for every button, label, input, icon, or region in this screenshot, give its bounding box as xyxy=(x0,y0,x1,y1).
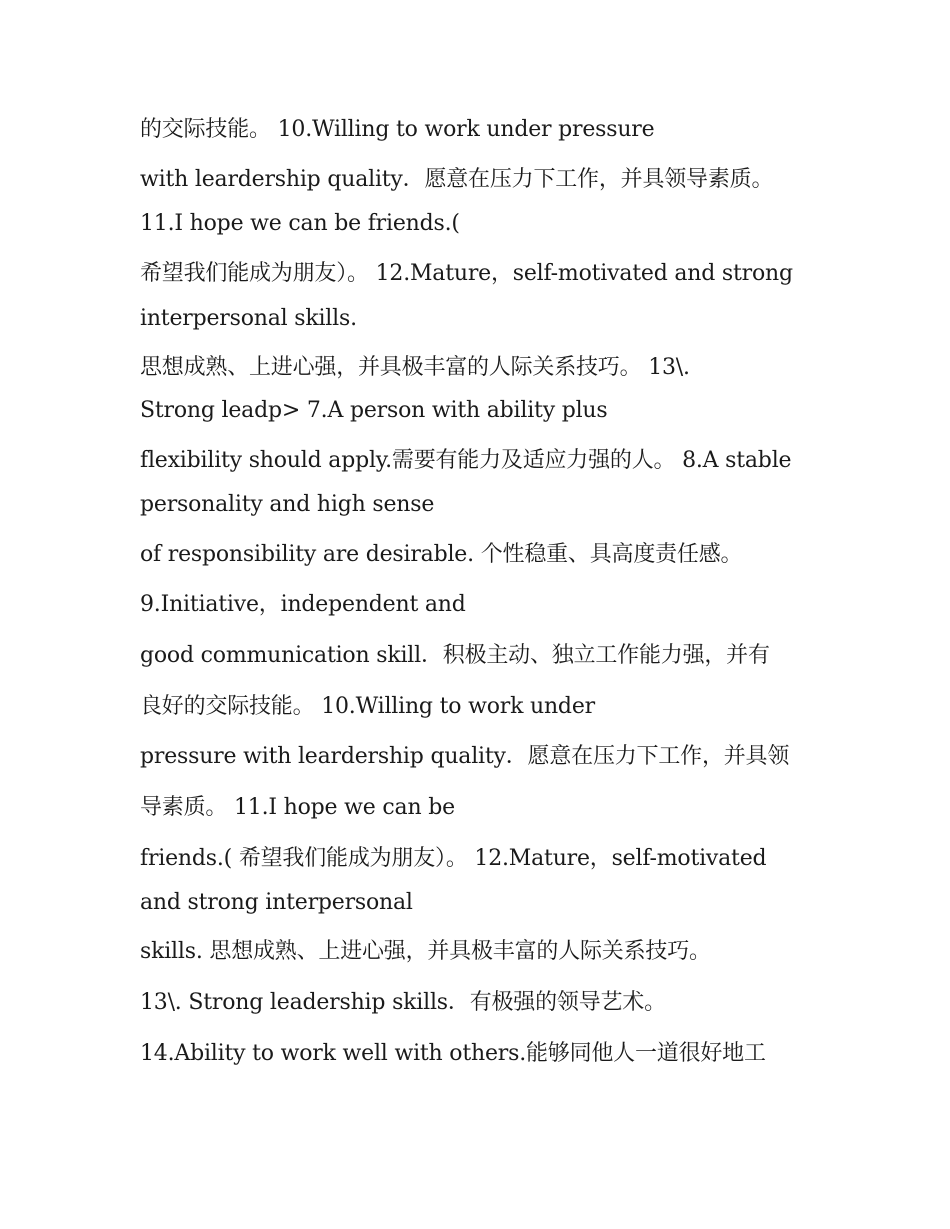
text-line: 思想成熟、上进心强，并具极丰富的人际关系技巧。 13\. xyxy=(140,355,690,380)
text-line: friends.( 希望我们能成为朋友）。 12.Mature，self-motivated xyxy=(140,846,767,871)
text-line: Strong leadp> 7.A person with ability plus xyxy=(140,398,608,423)
text-line: with leardership quality．愿意在压力下工作，并具领导素质。 xyxy=(140,167,774,192)
text-line: 良好的交际技能。 10.Willing to work under xyxy=(140,694,595,719)
text-line: interpersonal skills. xyxy=(140,306,357,331)
text-line: 9.Initiative，independent and xyxy=(140,592,466,617)
text-line: skills. 思想成熟、上进心强，并具极丰富的人际关系技巧。 xyxy=(140,939,711,964)
text-line: flexibility should apply.需要有能力及适应力强的人。 8.A stable xyxy=(140,448,792,473)
text-line: 的交际技能。 10.Willing to work under pressure xyxy=(140,117,655,142)
text-line: 14.Ability to work well with others.能够同他人一道很好地工 xyxy=(140,1041,766,1066)
text-line: good communication skill．积极主动、独立工作能力强，并有 xyxy=(140,643,770,668)
text-line: and strong interpersonal xyxy=(140,890,413,915)
text-line: 导素质。 11.I hope we can be xyxy=(140,795,455,820)
text-line: 13\. Strong leadership skills．有极强的领导艺术。 xyxy=(140,990,666,1015)
text-line: 11.I hope we can be friends.( xyxy=(140,211,460,236)
text-line: pressure with leardership quality．愿意在压力下工作，并具领 xyxy=(140,744,790,769)
text-line: 希望我们能成为朋友）。 12.Mature，self-motivated and strong xyxy=(140,261,793,286)
text-line: of responsibility are desirable. 个性稳重、具高度责任感。 xyxy=(140,542,743,567)
text-line: personality and high sense xyxy=(140,492,435,517)
